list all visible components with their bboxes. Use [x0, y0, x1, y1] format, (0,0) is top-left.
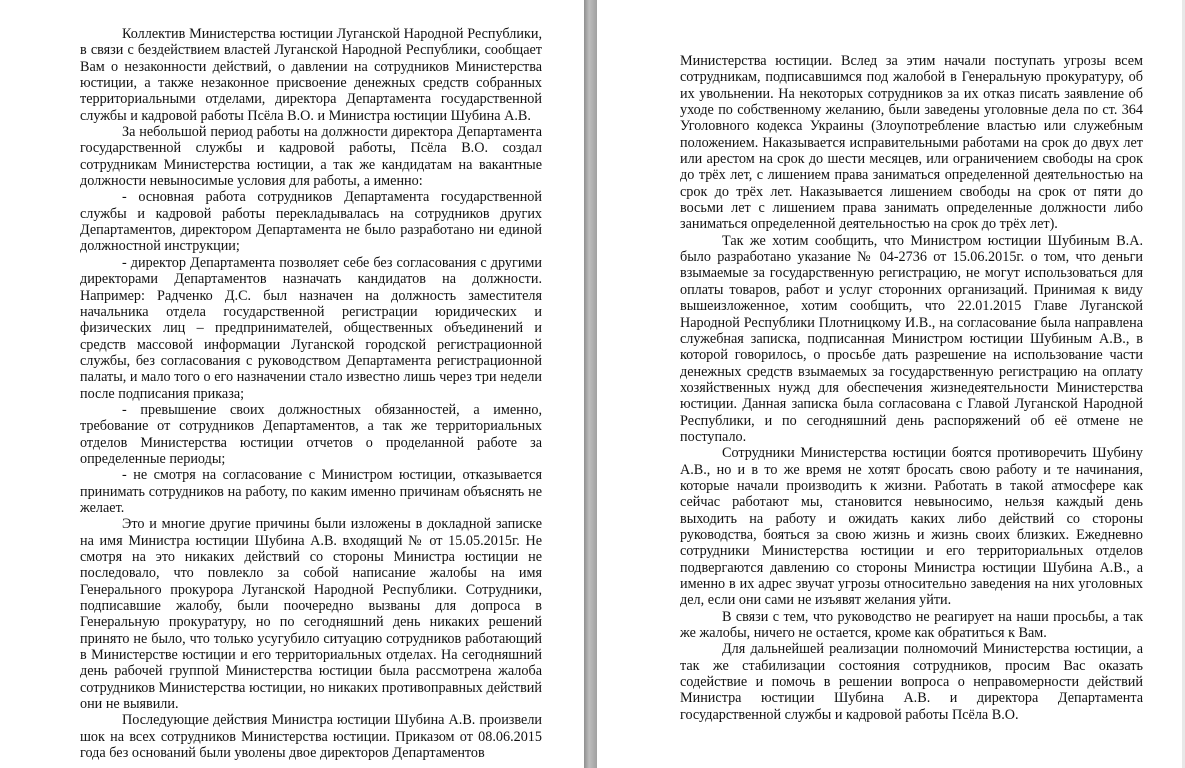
paragraph: - основная работа сотрудников Департамента государственной службы и кадровой работы перекладывалась на сотрудников других Департаментов, директором Департамента не было разработано ни единой должностной инструкции;: [80, 189, 542, 255]
paragraph: Так же хотим сообщить, что Министром юстиции Шубиным В.А. было разработано указание № 04-2736 от 15.06.2015г. о том, что деньги взымаемые за государственную регистрацию, не могут использоваться для оплаты товаров, работ и услуг сторонних организаций. Принимая к виду вышеизложенное, хотим сообщить, что 22.01.2015 Главе Луганской Народной Республики Плотницкому И.В., на согласование была направлена служебная записка, подписанная Министром юстиции Шубиным А.В., в которой говорилось, о просьбе дать разрешение на использование части денежных средств взымаемых за государственную регистрацию на оплату хозяйственных нужд для обеспечения жизнедеятельности Министерства юстиции. Данная записка была согласована с Главой Луганской Народной Республики, и по сегодняшний день распоряжений об её отмене не поступало.: [680, 232, 1143, 445]
paragraph: Сотрудники Министерства юстиции боятся противоречить Шубину А.В., но и в то же время не хотят бросать свою работу и те начинания, которые начали производить к жизни. Работать в такой атмосфере как сейчас работают мы, становится невыносимо, нельзя каждый день выходить на работу и ожидать каких либо действий со стороны руководства, бояться за свою жизнь и жизнь своих близких. Ежедневно сотрудники Министерства юстиции и его территориальных отделов подвергаются давлению со стороны Министра юстиции Шубина А.В., а именно в их адрес звучат угрозы относительно заведения на них уголовных дел, если они сами не изъявят желания уйти.: [680, 445, 1143, 609]
paragraph: Это и многие другие причины были изложены в докладной записке на имя Министра юстиции Шубина А.В. входящий № от 15.05.2015г. Не смотря на это никаких действий со стороны Министра юстиции не последовало, что повлекло за собой написание жалобы на имя Генерального прокурора Луганской Народной Республики. Сотрудники, подписавшие жалобу, были поочередно вызваны для допроса в Генеральную прокуратуру, но по сегодняшний день никаких решений принято не было, что только усугубило ситуацию сотрудников работающий в Министерстве юстиции и его территориальных отделах. На сегодняшний день рабочей группой Министерства юстиции была рассмотрена жалоба сотрудников Министерства юстиции, но никаких противоправных действий они не выявили.: [80, 516, 542, 713]
paragraph: За небольшой период работы на должности директора Департамента государственной службы и кадровой работы, Псёла В.О. создал сотрудникам Министерства юстиции, а так же кандидатам на вакантные должности невыносимые условия для работы, а именно:: [80, 124, 542, 190]
document-page-left: [0, 0, 584, 768]
page-gap: [584, 0, 597, 768]
paragraph-continuation: Министерства юстиции. Вслед за этим начали поступать угрозы всем сотрудникам, подписавшимся под жалобой в Генеральную прокуратуру, об их увольнении. На некоторых сотрудников за их отказ писать заявление об уходе по собственному желанию, были заведены уголовные дела по ст. 364 Уголовного кодекса Украины (Злоупотребление властью или служебным положением. Наказывается исправительными работами на срок до двух лет или арестом на срок до шести месяцев, или ограничением свободы на срок до трёх лет, с лишением права заниматься определенной деятельностью на срок до трёх лет. Наказывается лишением свободы на срок от пяти до восьми лет с лишением права занимать определенные должности либо заниматься определенной деятельностью на срок до трёх лет).: [680, 53, 1143, 233]
paragraph: Коллектив Министерства юстиции Луганской Народной Республики, в связи с бездействием властей Луганской Народной Республики, сообщает Вам о незаконности действий, о давлении на сотрудников Министерства юстиции, а также незаконное присвоение денежных средств собранных территориальными отделами, директора Департамента государственной службы и кадровой работы Псёла В.О. и Министра юстиции Шубина А.В.: [80, 26, 542, 124]
paragraph: - превышение своих должностных обязанностей, а именно, требование от сотрудников Департаментов, а так же территориальных отделов Министерства юстиции отчетов о проделанной работе за определенные периоды;: [80, 401, 542, 467]
paragraph: Для дальнейшей реализации полномочий Министерства юстиции, а так же стабилизации состояния сотрудников, просим Вас оказать содействие и помочь в решении вопроса о неправомерности действий Министра юстиции Шубина А.В. и директора Департамента государственной службы и кадровой работы Псёла В.О.: [680, 641, 1143, 723]
paragraph: В связи с тем, что руководство не реагирует на наши просьбы, а так же жалобы, ничего не остается, кроме как обратиться к Вам.: [680, 608, 1143, 642]
paragraph: - директор Департамента позволяет себе без согласования с другими директорами Департаментов назначать кандидатов на должности. Например: Радченко Д.С. был назначен на должность заместителя начальника отдела государственной регистрации юридических и физических лиц – предпринимателей, общественных объединений и средств массовой информации Луганской городской регистрационной службы, без согласования с руководством Департамента регистрационной палаты, и мало того о его назначении стало известно лишь через три недели после подписания приказа;: [80, 254, 542, 402]
document-page-right: [597, 0, 1185, 768]
paragraph: Последующие действия Министра юстиции Шубина А.В. произвели шок на всех сотрудников Министерства юстиции. Приказом от 08.06.2015 года без оснований были уволены двое директоров Департаментов: [80, 712, 542, 762]
paragraph: - не смотря на согласование с Министром юстиции, отказывается принимать сотрудников на работу, по каким именно причинам объяснять не желает.: [80, 467, 542, 516]
